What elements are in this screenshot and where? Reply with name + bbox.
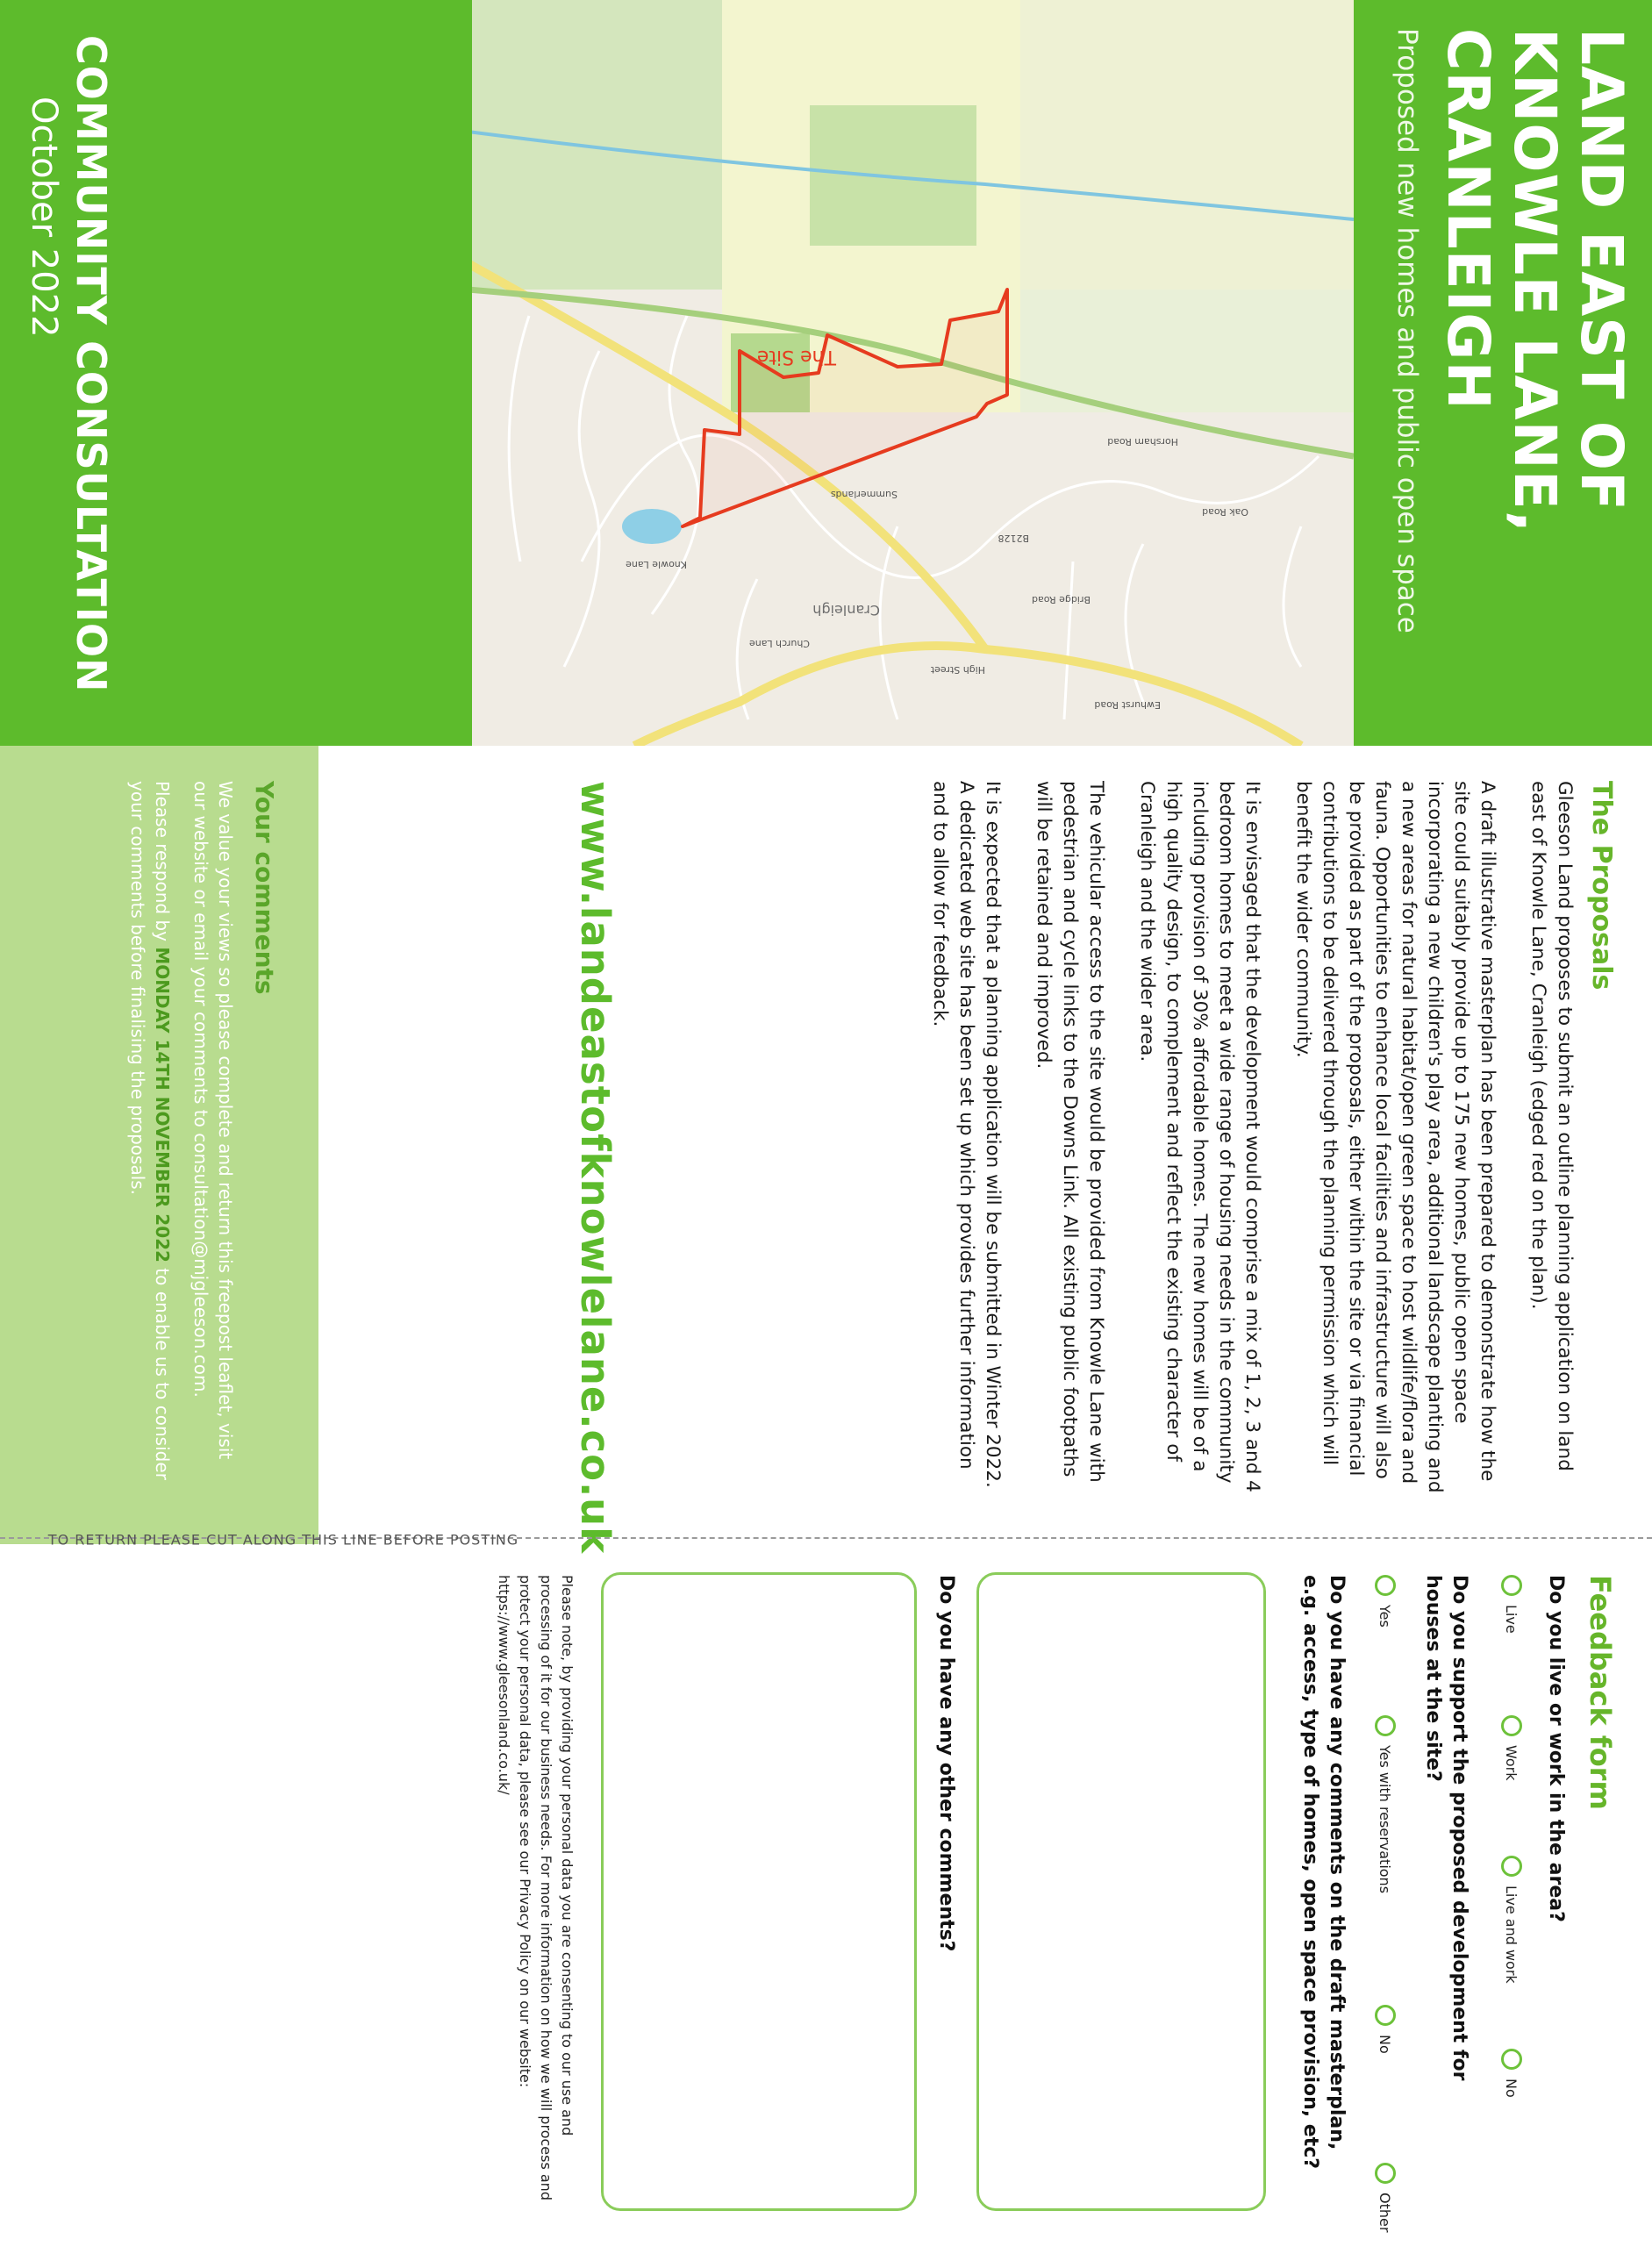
map-pond: [622, 509, 682, 544]
cut-line-label-wrapper: [3, 1509, 564, 1570]
option-no[interactable]: [1375, 2005, 1396, 2163]
map-road-label: Knowle Lane: [626, 559, 687, 570]
website-link[interactable]: www.landeastofknowlelane.co.uk: [572, 781, 619, 1555]
option-yes-with-reservations[interactable]: [1375, 1715, 1396, 2005]
live-work-options: [1501, 1575, 1522, 2154]
your-comments-heading: Your comments: [250, 781, 279, 995]
map-road-label: High Street: [930, 664, 985, 676]
map-road-label: Summerlands: [830, 489, 898, 500]
proposals-heading: The Proposals: [1586, 781, 1617, 991]
radio-button[interactable]: [1501, 1715, 1522, 1736]
cover-title-line: CRANLEIGH: [1434, 28, 1502, 411]
option-other[interactable]: [1375, 2163, 1396, 2268]
proposals-paragraph: It is expected that a planning application will be submitted in Winter 2022. A dedicated web site has been set up which provides further information and to allow for feedback.: [929, 781, 1004, 1488]
cover-subtitle: Proposed new homes and public open space: [1391, 28, 1423, 633]
radio-button[interactable]: [1375, 2005, 1396, 2026]
radio-button[interactable]: [1375, 1715, 1396, 1736]
masterplan-comments-box[interactable]: [976, 1572, 1266, 2211]
option-label: Live and work: [1503, 1885, 1520, 1984]
option-label: Yes with reservations: [1377, 1745, 1394, 1894]
radio-button[interactable]: [1501, 1575, 1522, 1596]
map-town-label: Cranleigh: [812, 602, 880, 619]
proposals-body: [902, 781, 1577, 1500]
privacy-notice: Please note, by providing your personal data you are consenting to our use and processing of it for our business needs. For more information on how we will process and protect your personal data, please see our Privacy Policy on our website: https://www.gleesonland.co.uk/: [496, 1575, 576, 2200]
option-yes[interactable]: [1375, 1575, 1396, 1715]
option-label: Work: [1503, 1745, 1520, 1781]
respond-suffix: to enable us to consider your comments before finalising the proposals.: [127, 781, 173, 1480]
consultation-date: October 2022: [24, 97, 64, 338]
your-comments-paragraph: We value your views so please complete and return this freepost leaflet, visit our website or email your comments to consultation@mjgleeson.com.: [190, 781, 236, 1460]
cover-title-line: KNOWLE LANE,: [1501, 28, 1569, 533]
deadline: MONDAY 14TH NOVEMBER 2022: [152, 947, 173, 1263]
your-comments-body: [111, 781, 238, 1483]
option-label: No: [1503, 2078, 1520, 2098]
cover-title-line: LAND EAST OF: [1568, 28, 1635, 512]
map-site-label: The Site: [756, 346, 836, 368]
question-masterplan-comments: Do you have any comments on the draft masterplan, e.g. access, type of homes, open space provision, etc?: [1299, 1575, 1348, 2170]
cut-line-label: TO RETURN PLEASE CUT ALONG THIS LINE BEFORE POSTING: [47, 1531, 519, 1549]
radio-button[interactable]: [1501, 2049, 1522, 2070]
cover-title: [1434, 28, 1634, 730]
feedback-form-heading: Feedback form: [1584, 1575, 1617, 1810]
proposals-paragraph: It is envisaged that the development would comprise a mix of 1, 2, 3 and 4 bedroom homes to meet a wide range of housing needs in the community including provision of 30% affordable homes. The new homes will be of a high quality design, to complement and reflect the existing character of Cranleigh and the wider area.: [1136, 781, 1263, 1492]
consultation-title: COMMUNITY CONSULTATION: [68, 35, 115, 693]
radio-button[interactable]: [1501, 1856, 1522, 1877]
option-live-and-work[interactable]: [1501, 1856, 1522, 2049]
option-label: Yes: [1377, 1605, 1394, 1628]
proposals-paragraph: The vehicular access to the site would be provided from Knowle Lane with pedestrian and cycle links to the Downs Link. All existing public footpaths will be retained and improved.: [1033, 781, 1107, 1483]
question-other-comments: Do you have any other comments?: [935, 1575, 957, 1952]
map-road-label: Bridge Road: [1032, 594, 1091, 605]
map-road-label: B2128: [998, 533, 1029, 544]
question-live-work: Do you live or work in the area?: [1545, 1575, 1567, 1922]
other-comments-box[interactable]: [601, 1572, 917, 2211]
option-live[interactable]: [1501, 1575, 1522, 1715]
option-label: No: [1377, 2035, 1394, 2054]
respond-prefix: Please respond by: [152, 781, 173, 948]
proposals-paragraph: Gleeson Land proposes to submit an outline planning application on land east of Knowle Lane, Cranleigh (edged red on the plan).: [1527, 781, 1576, 1471]
radio-button[interactable]: [1375, 2163, 1396, 2184]
map-road-label: Oak Road: [1202, 506, 1248, 518]
radio-button[interactable]: [1375, 1575, 1396, 1596]
site-location-map: [468, 0, 1354, 746]
map-road-label: Horsham Road: [1107, 436, 1178, 447]
map-road-label: Ewhurst Road: [1094, 699, 1161, 711]
proposals-paragraph: A draft illustrative masterplan has been prepared to demonstrate how the site could suitably provide up to 175 new homes, public open space incorporating a new children's play area, additional landscape planting and a new areas for natural habitat/open green space to host wildlife/flora and fauna. Opportunities to enhance local facilities and infrastructure will also be provided as part of the proposals, either within the site or via financial contributions to be delivered through the planning permission which will benefit the wider community.: [1292, 781, 1498, 1493]
question-support: Do you support the proposed development for houses at the site?: [1422, 1575, 1470, 2081]
option-no[interactable]: [1501, 2049, 1522, 2154]
map-field: [1020, 0, 1354, 290]
option-label: Other: [1377, 2193, 1394, 2233]
your-comments-paragraph: [125, 781, 175, 1483]
option-work[interactable]: [1501, 1715, 1522, 1856]
option-label: Live: [1503, 1605, 1520, 1634]
support-options: [1375, 1575, 1396, 2268]
map-field: [468, 0, 722, 290]
map-road-label: Church Lane: [748, 638, 810, 649]
